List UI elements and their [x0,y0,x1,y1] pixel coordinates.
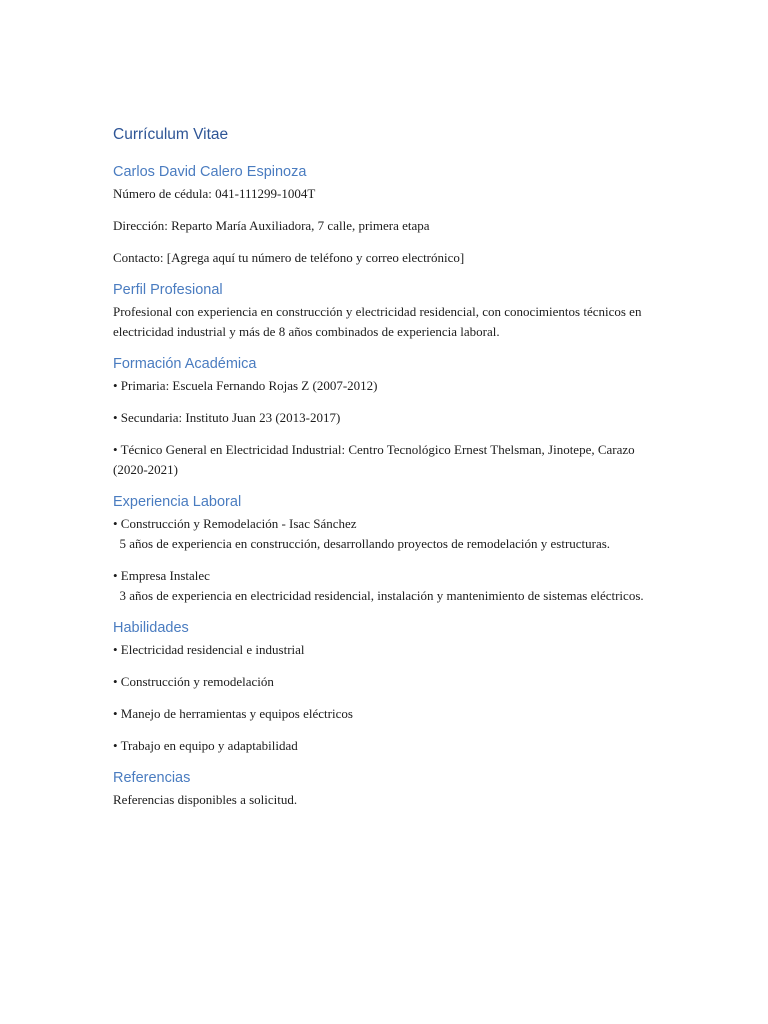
habilidad-item: • Construcción y remodelación [113,674,274,689]
cedula-line: Número de cédula: 041-111299-1004T [113,186,316,201]
habilidad-item: • Manejo de herramientas y equipos eléctricos [113,706,353,721]
formacion-item: • Secundaria: Instituto Juan 23 (2013-2017) [113,410,341,425]
document-title: Currículum Vitae [113,126,229,143]
formacion-item: • Técnico General en Electricidad Industrial: Centro Tecnológico Ernest Thelsman, Jinotepe, Carazo (2020-2021) [113,442,638,477]
referencias-text: Referencias disponibles a solicitud. [113,792,298,807]
section-heading-experiencia: Experiencia Laboral [113,494,242,510]
address-line: Dirección: Reparto María Auxiliadora, 7 calle, primera etapa [113,218,430,233]
candidate-name: Carlos David Calero Espinoza [113,164,307,180]
habilidad-item: • Electricidad residencial e industrial [113,642,305,657]
section-heading-referencias: Referencias [113,770,191,786]
experiencia-item: • Construcción y Remodelación - Isac Sánchez 5 años de experiencia en construcción, desarrollando proyectos de remodelación y estructuras. [113,516,611,551]
experiencia-item: • Empresa Instalec 3 años de experiencia en electricidad residencial, instalación y mantenimiento de sistemas eléctricos. [113,568,644,603]
section-heading-formacion: Formación Académica [113,356,257,372]
section-heading-perfil: Perfil Profesional [113,282,223,298]
contact-line: Contacto: [Agrega aquí tu número de teléfono y correo electrónico] [113,250,465,265]
formacion-item: • Primaria: Escuela Fernando Rojas Z (2007-2012) [113,378,378,393]
section-heading-habilidades: Habilidades [113,620,189,636]
habilidad-item: • Trabajo en equipo y adaptabilidad [113,738,298,753]
perfil-text: Profesional con experiencia en construcción y electricidad residencial, con conocimientos técnicos en electricidad industrial y más de 8 años combinados de experiencia laboral. [113,304,645,339]
